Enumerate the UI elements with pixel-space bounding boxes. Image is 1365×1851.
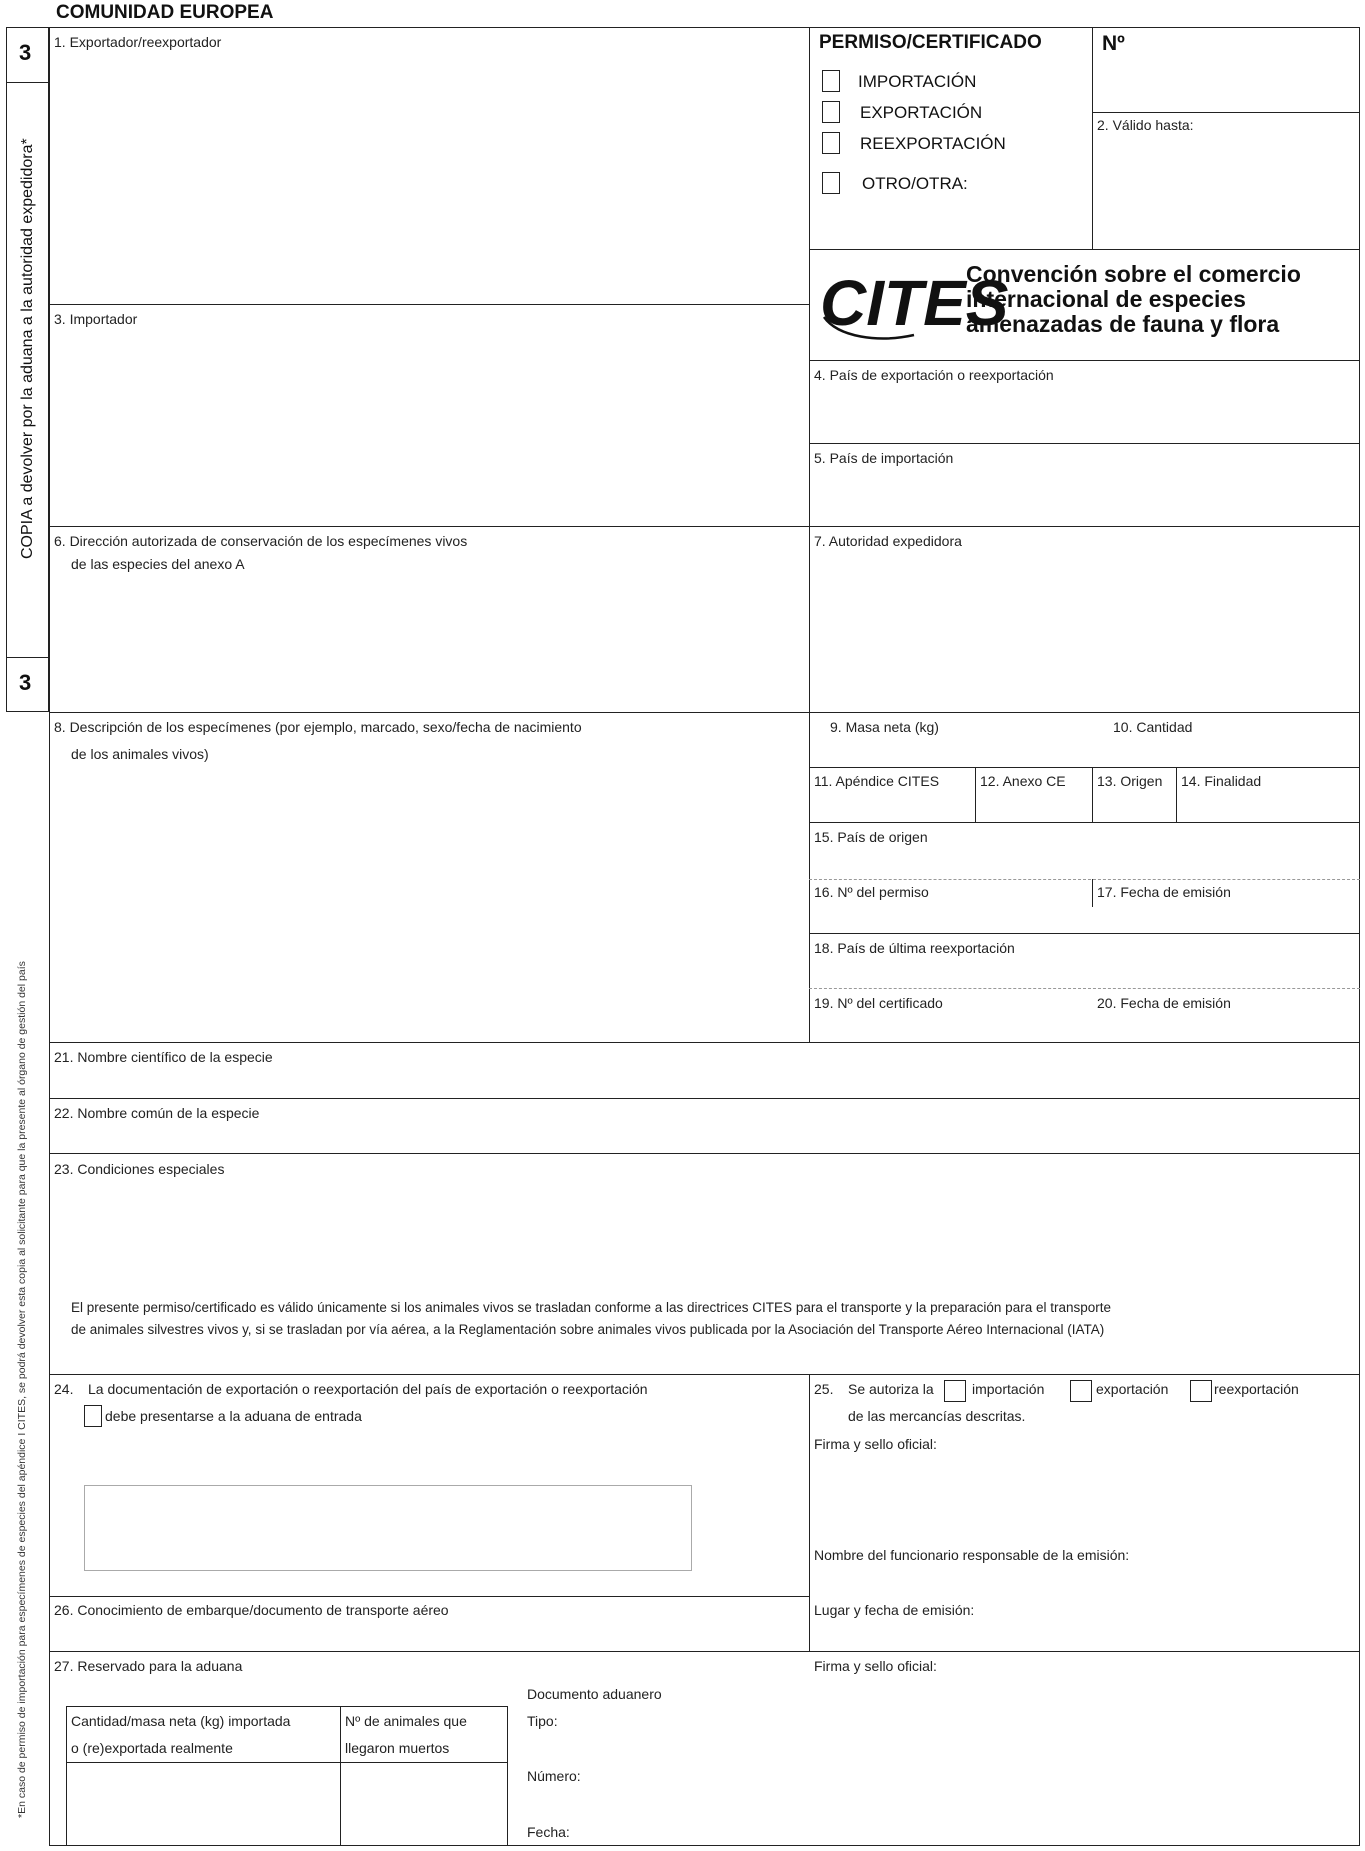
valid-until-label: 2. Válido hasta: xyxy=(1097,117,1194,133)
section-specimen xyxy=(49,712,1360,1043)
field-net-mass-label: 9. Masa neta (kg) xyxy=(830,719,939,735)
copy-label-box xyxy=(6,82,49,658)
divider-17 xyxy=(1092,879,1093,907)
divider-22 xyxy=(49,1098,1360,1099)
field-purpose-label: 14. Finalidad xyxy=(1181,773,1262,789)
footnote-mark: * xyxy=(16,1813,28,1818)
section-conditions xyxy=(49,1153,1360,1375)
divider-top-middle xyxy=(809,27,810,713)
divider-specimen xyxy=(809,712,810,1043)
stamp-area xyxy=(84,1485,692,1571)
field-import-country-label: 5. País de importación xyxy=(814,450,954,466)
divider-15 xyxy=(809,822,1360,823)
field-common-name-label: 22. Nombre común de la especie xyxy=(54,1105,260,1121)
field-address-label-2: de las especies del anexo A xyxy=(71,556,245,572)
checkbox-otro[interactable] xyxy=(822,172,840,194)
cites-logo-text: CITES xyxy=(820,267,1009,339)
field-certificate-number-label: 19. Nº del certificado xyxy=(814,995,943,1011)
customs-table-header-divider xyxy=(66,1762,508,1763)
field-official-name-label: Nombre del funcionario responsable de la emisión: xyxy=(814,1547,1130,1563)
field-customs-type-label: Tipo: xyxy=(527,1713,558,1729)
field-description-label-1: 8. Descripción de los especímenes (por ejemplo, marcado, sexo/fecha de nacimiento xyxy=(54,719,582,735)
divider-5 xyxy=(809,443,1360,444)
authorize-exportacion-label: exportación xyxy=(1096,1381,1169,1397)
checkbox-authorize-importacion[interactable] xyxy=(944,1380,966,1402)
cites-title-line2: internacional de especies xyxy=(966,286,1246,312)
conditions-note-line1: El presente permiso/certificado es válido únicamente si los animales vivos se trasladan conforme a las directrices CITES para el transporte y la preparación para el transporte xyxy=(71,1300,1111,1315)
cites-title xyxy=(966,262,1301,337)
divider-11 xyxy=(809,767,1360,768)
field-25-number: 25. xyxy=(814,1381,834,1397)
copy-number-top: 3 xyxy=(19,40,32,65)
field-description-label-2: de los animales vivos) xyxy=(71,746,209,762)
field-customs-date-label: Fecha: xyxy=(527,1824,570,1840)
footnote-text xyxy=(16,961,28,1818)
permit-type-reexportacion: REEXPORTACIÓN xyxy=(860,134,1006,153)
divider-valid xyxy=(1092,112,1360,113)
checkbox-authorize-reexportacion[interactable] xyxy=(1190,1380,1212,1402)
divider-14 xyxy=(1176,767,1177,822)
checkbox-exportacion[interactable] xyxy=(822,101,840,123)
authorize-suffix: de las mercancías descritas. xyxy=(848,1408,1026,1424)
checkbox-importacion[interactable] xyxy=(822,70,840,92)
footnote-body: En caso de permiso de importación para especímenes de especies del apéndice I CITES, se podrá devolver esta copia al solicitante para que la presente al órgano de gestión del país xyxy=(16,961,28,1814)
copy-label: COPIA a devolver por la aduana a la autoridad expedidora* xyxy=(19,138,36,559)
field-country-of-origin-label: 15. País de origen xyxy=(814,829,928,845)
field-origin-label: 13. Origen xyxy=(1097,773,1163,789)
community-title: COMUNIDAD EUROPEA xyxy=(56,2,274,23)
field-place-date-label: Lugar y fecha de emisión: xyxy=(814,1602,975,1618)
field-cites-appendix-label: 11. Apéndice CITES xyxy=(814,773,940,789)
field-ec-annex-label: 12. Anexo CE xyxy=(980,773,1066,789)
field-special-conditions-label: 23. Condiciones especiales xyxy=(54,1161,225,1177)
field-address-label-1: 6. Dirección autorizada de conservación de los especímenes vivos xyxy=(54,533,468,549)
field-export-docs-label: La documentación de exportación o reexportación del país de exportación o reexportación xyxy=(88,1381,648,1397)
field-importer-label: 3. Importador xyxy=(54,311,138,327)
customs-table-divider xyxy=(340,1706,341,1846)
checkbox-docs-entry[interactable] xyxy=(84,1405,102,1427)
divider-12 xyxy=(975,767,976,822)
field-scientific-name-label: 21. Nombre científico de la especie xyxy=(54,1049,273,1065)
field-docs-entry-option: debe presentarse a la aduana de entrada xyxy=(105,1408,362,1424)
checkbox-authorize-exportacion[interactable] xyxy=(1070,1380,1092,1402)
field-customs-label: 27. Reservado para la aduana xyxy=(54,1658,243,1674)
permit-type-otro: OTRO/OTRA: xyxy=(862,174,968,193)
authorize-reexportacion-label: reexportación xyxy=(1214,1381,1299,1397)
field-certificate-date-label: 20. Fecha de emisión xyxy=(1097,995,1231,1011)
permit-type-importacion: IMPORTACIÓN xyxy=(858,72,977,91)
field-export-country-label: 4. País de exportación o reexportación xyxy=(814,367,1054,383)
field-permit-date-label: 17. Fecha de emisión xyxy=(1097,884,1231,900)
customs-qty-header-1: Cantidad/masa neta (kg) importada xyxy=(71,1713,291,1729)
field-bill-of-lading-label: 26. Conocimiento de embarque/documento de transporte aéreo xyxy=(54,1602,449,1618)
field-signature-label: Firma y sello oficial: xyxy=(814,1436,937,1452)
authorize-prefix: Se autoriza la xyxy=(848,1381,934,1397)
divider-3-6 xyxy=(49,526,1360,527)
divider-18 xyxy=(809,933,1360,934)
field-customs-number-label: Número: xyxy=(527,1768,581,1784)
divider-cites xyxy=(809,249,1360,250)
field-last-reexport-country-label: 18. País de última reexportación xyxy=(814,940,1015,956)
permit-title: PERMISO/CERTIFICADO xyxy=(819,32,1042,53)
conditions-note-line2: de animales silvestres vivos y, si se trasladan por vía aérea, a la Reglamentación sobre animales vivos publicada por la Asociación del Transporte Aéreo Internacional (IATA) xyxy=(71,1322,1105,1337)
dash-19 xyxy=(809,988,1360,989)
customs-dead-header-1: Nº de animales que xyxy=(345,1713,467,1729)
permit-type-exportacion: EXPORTACIÓN xyxy=(860,103,983,122)
divider-4 xyxy=(809,360,1360,361)
cites-title-line1: Convención sobre el comercio xyxy=(966,261,1301,287)
customs-dead-header-2: llegaron muertos xyxy=(345,1740,450,1756)
field-24-number: 24. xyxy=(54,1381,74,1397)
copy-number-bottom: 3 xyxy=(19,670,32,695)
divider-number xyxy=(1092,27,1093,249)
field-customs-signature-label: Firma y sello oficial: xyxy=(814,1658,937,1674)
field-issuing-authority-label: 7. Autoridad expedidora xyxy=(814,533,962,549)
cites-logo xyxy=(818,255,1009,347)
divider-24-25 xyxy=(809,1374,810,1652)
customs-qty-header-2: o (re)exportada realmente xyxy=(71,1740,233,1756)
cites-title-line3: amenazadas de fauna y flora xyxy=(966,311,1280,337)
checkbox-reexportacion[interactable] xyxy=(822,132,840,154)
copy-number-top-box xyxy=(6,27,49,83)
authorize-importacion-label: importación xyxy=(972,1381,1045,1397)
permit-number-label: Nº xyxy=(1102,32,1125,55)
field-permit-number-label: 16. Nº del permiso xyxy=(814,884,929,900)
divider-13 xyxy=(1092,767,1093,822)
divider-1-3 xyxy=(49,304,809,305)
field-quantity-label: 10. Cantidad xyxy=(1113,719,1193,735)
copy-number-bottom-box xyxy=(6,657,49,712)
dash-16 xyxy=(809,879,1360,880)
field-customs-document-label: Documento aduanero xyxy=(527,1686,662,1702)
field-exporter-label: 1. Exportador/reexportador xyxy=(54,34,222,50)
divider-26 xyxy=(49,1596,809,1597)
